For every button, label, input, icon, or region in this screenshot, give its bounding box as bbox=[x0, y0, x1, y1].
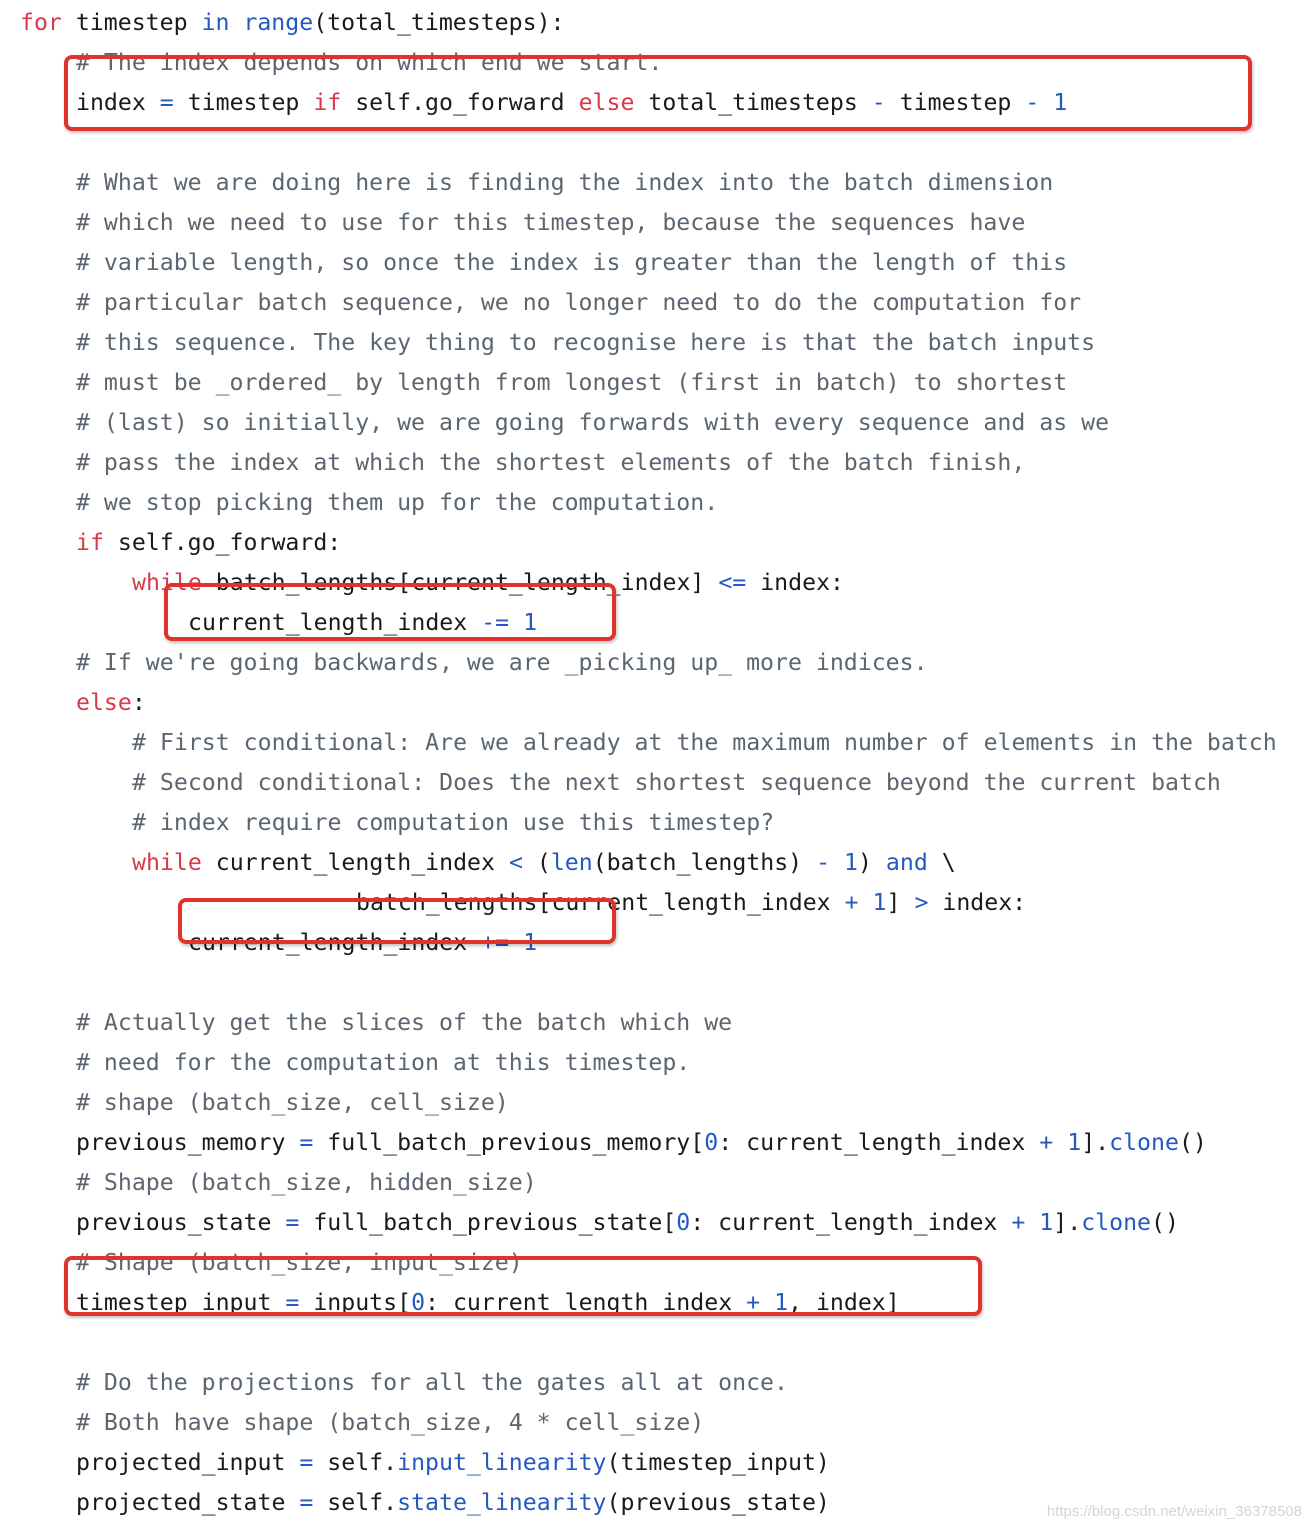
code-line bbox=[20, 203, 1025, 243]
code-token: while bbox=[132, 569, 202, 596]
code-token: timestep_input bbox=[76, 1289, 286, 1316]
code-token: # If we're going backwards, we are _picking up_ more indices. bbox=[76, 649, 928, 676]
code-line bbox=[20, 1083, 509, 1123]
code-token: = bbox=[159, 89, 174, 116]
code-token: batch_lengths[current_length_index bbox=[356, 889, 845, 916]
code-token: clone bbox=[1081, 1209, 1151, 1236]
code-line bbox=[20, 1363, 788, 1403]
code-token: index: bbox=[928, 889, 1027, 916]
code-line bbox=[20, 1243, 523, 1283]
code-token: timestep bbox=[61, 9, 202, 36]
code-line bbox=[20, 723, 1277, 763]
code-line bbox=[20, 363, 1067, 403]
code-token: (timestep_input) bbox=[606, 1449, 830, 1476]
code-token: full_batch_previous_memory[ bbox=[313, 1129, 705, 1156]
code-token: current_length_index bbox=[188, 609, 482, 636]
code-token: - bbox=[816, 849, 831, 876]
code-line bbox=[20, 1123, 1207, 1163]
code-token: ) bbox=[858, 849, 886, 876]
code-token: self.go_forward bbox=[341, 89, 579, 116]
code-token: index bbox=[76, 89, 160, 116]
code-line bbox=[20, 1203, 1179, 1243]
code-token: - bbox=[871, 89, 886, 116]
code-token: self.go_forward: bbox=[103, 529, 342, 556]
code-token: # pass the index at which the shortest elements of the batch finish, bbox=[76, 449, 1026, 476]
code-token: 0 bbox=[411, 1289, 426, 1316]
code-token: : current_length_index bbox=[718, 1129, 1040, 1156]
code-token: = bbox=[285, 1289, 300, 1316]
code-token: projected_state bbox=[76, 1489, 300, 1516]
code-token: # Actually get the slices of the batch which we bbox=[76, 1009, 733, 1036]
code-line bbox=[20, 763, 1221, 803]
code-token: (previous_state) bbox=[606, 1489, 830, 1516]
watermark: https://blog.csdn.net/weixin_36378508 bbox=[1046, 1503, 1302, 1520]
code-token: = bbox=[299, 1449, 314, 1476]
code-token bbox=[859, 889, 873, 916]
code-token: # we stop picking them up for the computation. bbox=[76, 489, 719, 516]
code-line bbox=[20, 683, 146, 723]
code-token: state_linearity bbox=[397, 1489, 607, 1516]
code-token bbox=[1053, 1129, 1067, 1156]
code-token: () bbox=[1178, 1129, 1207, 1156]
code-line bbox=[20, 403, 1109, 443]
code-token: index: bbox=[746, 569, 844, 596]
code-token: # particular batch sequence, we no longer need to do the computation for bbox=[76, 289, 1082, 316]
code-token: batch_lengths[current_length_index] bbox=[201, 569, 719, 596]
code-line bbox=[20, 83, 1067, 123]
code-token: # need for the computation at this timestep. bbox=[76, 1049, 691, 1076]
code-token: 1 bbox=[1053, 89, 1068, 116]
code-line bbox=[20, 563, 844, 603]
code-token: (total_timesteps): bbox=[313, 9, 565, 36]
code-token: inputs[ bbox=[299, 1289, 412, 1316]
code-token: = bbox=[299, 1489, 314, 1516]
code-token: # index require computation use this timestep? bbox=[132, 809, 775, 836]
code-token: for bbox=[20, 9, 62, 36]
code-token: else bbox=[76, 689, 132, 716]
code-line bbox=[20, 1483, 830, 1523]
code-token: # variable length, so once the index is greater than the length of this bbox=[76, 249, 1068, 276]
code-token: + bbox=[1011, 1209, 1026, 1236]
code-token: full_batch_previous_state[ bbox=[299, 1209, 677, 1236]
code-line bbox=[20, 3, 564, 43]
code-token bbox=[760, 1289, 774, 1316]
code-token: 1 bbox=[844, 849, 858, 876]
code-line bbox=[20, 923, 537, 963]
code-token: 0 bbox=[676, 1209, 691, 1236]
code-token: ]. bbox=[1053, 1209, 1082, 1236]
code-token: timestep bbox=[173, 89, 314, 116]
code-token bbox=[1039, 89, 1053, 116]
code-token: # Do the projections for all the gates all at once. bbox=[76, 1369, 788, 1396]
code-token: \ bbox=[927, 849, 956, 876]
code-token bbox=[509, 609, 523, 636]
code-token: 1 bbox=[774, 1289, 789, 1316]
code-token: (batch_lengths) bbox=[592, 849, 817, 876]
code-token: input_linearity bbox=[397, 1449, 607, 1476]
code-token: while bbox=[132, 849, 202, 876]
code-token: 1 bbox=[523, 929, 538, 956]
code-line bbox=[20, 883, 1026, 923]
code-line bbox=[20, 1443, 830, 1483]
code-token: # which we need to use for this timestep, because the sequences have bbox=[76, 209, 1026, 236]
code-token: self. bbox=[313, 1449, 398, 1476]
code-token bbox=[830, 849, 844, 876]
code-token: # this sequence. The key thing to recognise here is that the batch inputs bbox=[76, 329, 1096, 356]
code-token bbox=[509, 929, 523, 956]
code-token: = bbox=[285, 1209, 300, 1236]
code-token: < bbox=[508, 849, 523, 876]
code-line bbox=[20, 283, 1081, 323]
code-line bbox=[20, 1403, 704, 1443]
code-view bbox=[20, 0, 1314, 1524]
code-token: else bbox=[578, 89, 635, 116]
code-token: # Both have shape (batch_size, 4 * cell_size) bbox=[76, 1409, 705, 1436]
code-line bbox=[20, 483, 718, 523]
code-line bbox=[20, 443, 1025, 483]
code-token: -= bbox=[481, 609, 510, 636]
code-token: : bbox=[131, 689, 146, 716]
code-line bbox=[20, 323, 1095, 363]
code-token: ] bbox=[886, 889, 915, 916]
code-token: + bbox=[746, 1289, 761, 1316]
code-token: ]. bbox=[1081, 1129, 1110, 1156]
code-token: # First conditional: Are we already at the maximum number of elements in the batch bbox=[132, 729, 1277, 756]
code-line bbox=[20, 643, 928, 683]
code-token: if bbox=[76, 529, 104, 556]
code-token bbox=[1025, 1209, 1039, 1236]
code-token: len bbox=[550, 849, 593, 876]
code-line bbox=[20, 1163, 537, 1203]
code-token: : current_length_index bbox=[425, 1289, 747, 1316]
code-token: and bbox=[885, 849, 928, 876]
code-token: current_length_index bbox=[201, 849, 509, 876]
code-token: + bbox=[844, 889, 859, 916]
code-token: # What we are doing here is finding the index into the batch dimension bbox=[76, 169, 1054, 196]
code-token: 0 bbox=[704, 1129, 719, 1156]
code-token: 1 bbox=[1067, 1129, 1082, 1156]
code-token: # Shape (batch_size, input_size) bbox=[76, 1249, 523, 1276]
code-token: total_timesteps bbox=[634, 89, 872, 116]
code-line bbox=[20, 1003, 732, 1043]
code-token: 1 bbox=[872, 889, 887, 916]
code-line bbox=[20, 163, 1053, 203]
code-line bbox=[20, 523, 341, 563]
code-token: previous_memory bbox=[76, 1129, 300, 1156]
code-token: # The index depends on which end we start. bbox=[76, 49, 663, 76]
code-token: # shape (batch_size, cell_size) bbox=[76, 1089, 509, 1116]
code-line bbox=[20, 1283, 900, 1323]
code-token: , index] bbox=[788, 1289, 900, 1316]
code-line bbox=[20, 843, 956, 883]
code-token: # Shape (batch_size, hidden_size) bbox=[76, 1169, 537, 1196]
code-token: in bbox=[201, 9, 230, 36]
code-line bbox=[20, 1043, 690, 1083]
code-token: if bbox=[313, 89, 342, 116]
code-token: 1 bbox=[523, 609, 538, 636]
code-token: # must be _ordered_ by length from longest (first in batch) to shortest bbox=[76, 369, 1068, 396]
code-token: self. bbox=[313, 1489, 398, 1516]
code-line bbox=[20, 803, 774, 843]
code-token: <= bbox=[718, 569, 747, 596]
code-token: > bbox=[914, 889, 929, 916]
code-token: 1 bbox=[1039, 1209, 1054, 1236]
code-token: # Second conditional: Does the next shortest sequence beyond the current batch bbox=[132, 769, 1221, 796]
code-line bbox=[20, 603, 537, 643]
code-token: current_length_index bbox=[188, 929, 482, 956]
code-token: = bbox=[299, 1129, 314, 1156]
code-line bbox=[20, 243, 1067, 283]
code-token: range bbox=[243, 9, 314, 36]
code-token: # (last) so initially, we are going forwards with every sequence and as we bbox=[76, 409, 1110, 436]
code-token: ( bbox=[522, 849, 551, 876]
code-token: timestep bbox=[885, 89, 1026, 116]
code-token: () bbox=[1151, 1209, 1179, 1236]
code-token bbox=[229, 9, 243, 36]
code-token: clone bbox=[1109, 1129, 1179, 1156]
code-token: : current_length_index bbox=[690, 1209, 1012, 1236]
code-token: - bbox=[1025, 89, 1040, 116]
code-token: += bbox=[481, 929, 510, 956]
code-line bbox=[20, 43, 662, 83]
code-token: projected_input bbox=[76, 1449, 300, 1476]
code-token: + bbox=[1039, 1129, 1054, 1156]
code-token: previous_state bbox=[76, 1209, 286, 1236]
